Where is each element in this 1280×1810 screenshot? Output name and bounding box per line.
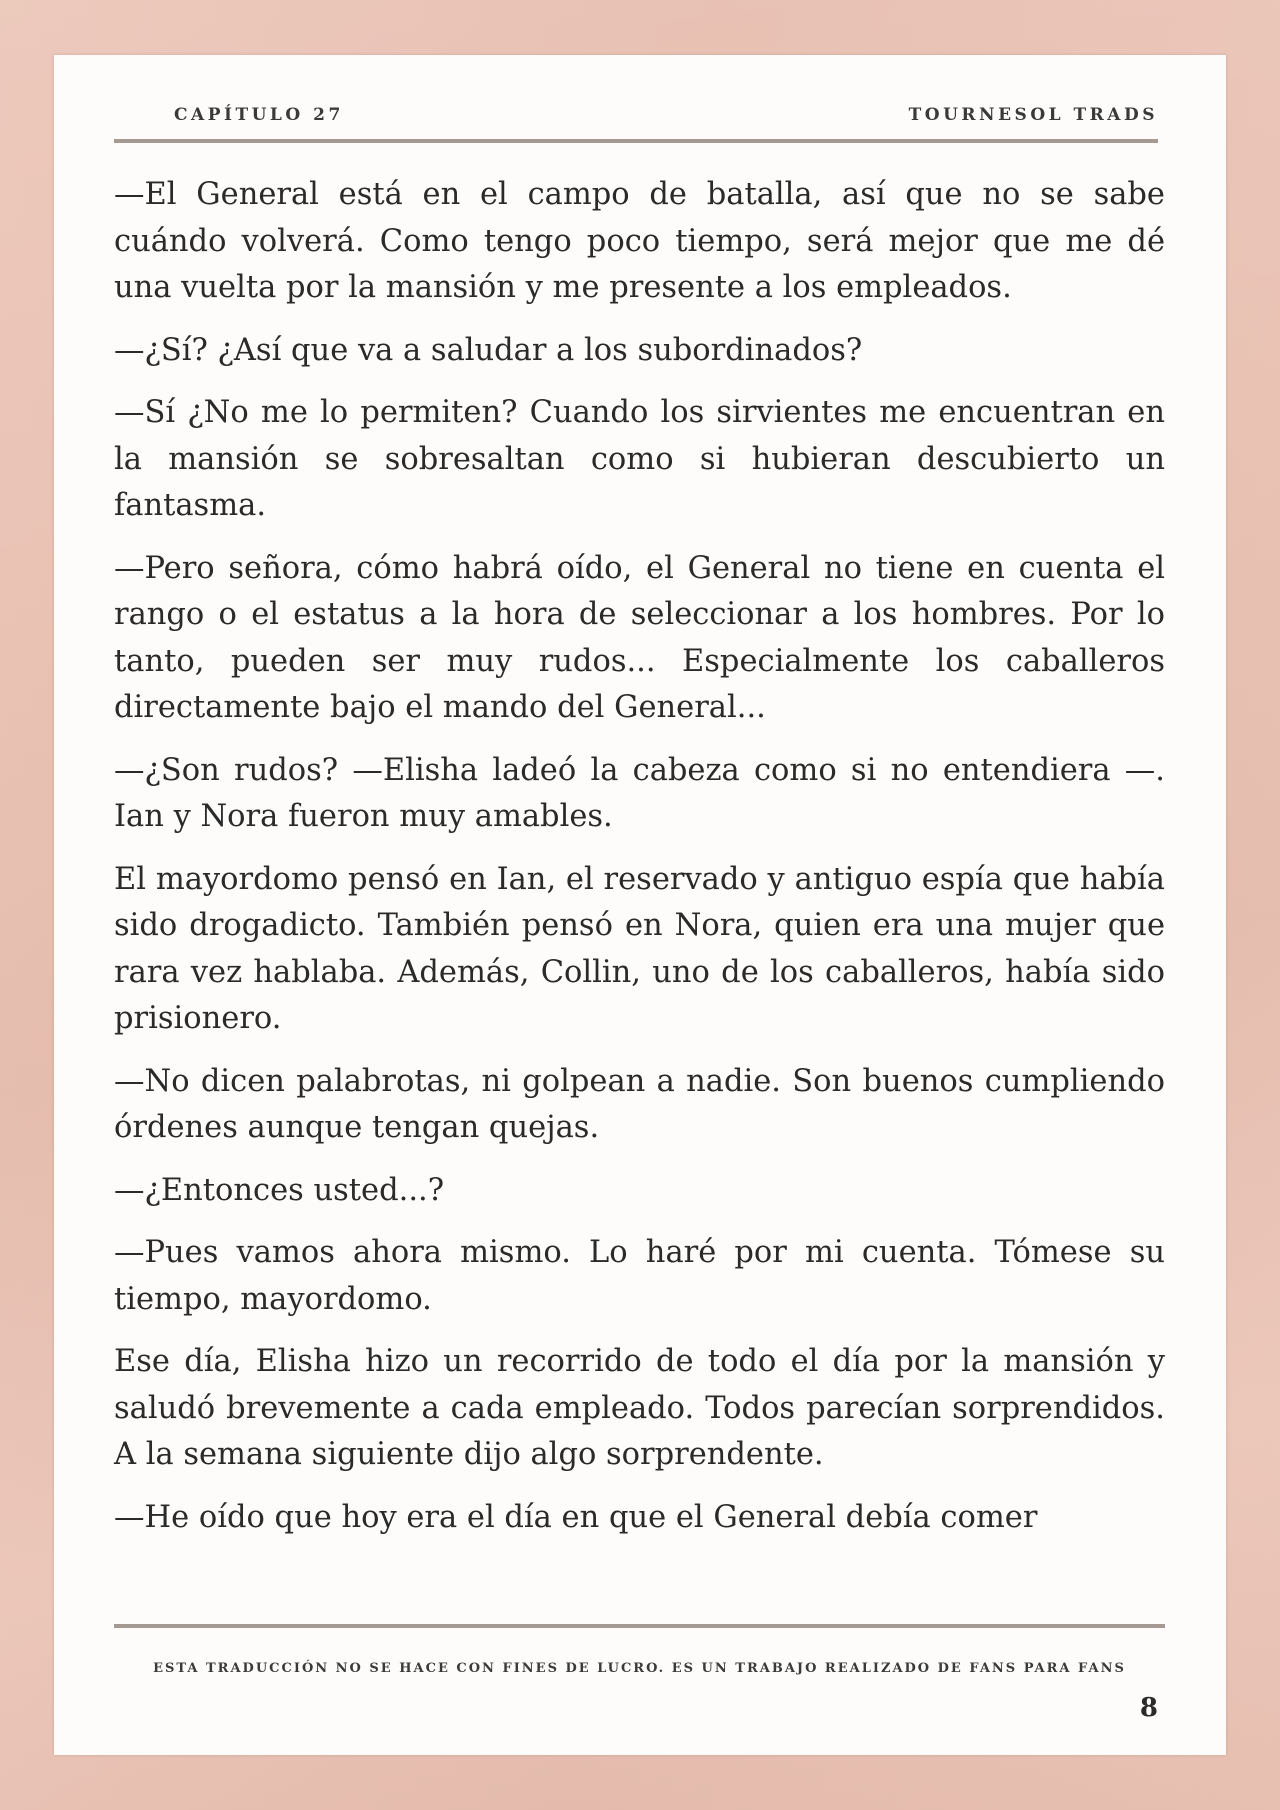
paragraph: —Sí ¿No me lo permiten? Cuando los sirvientes me encuentran en la mansión se sobresaltan como si hubieran descubierto un fantasma. — [114, 395, 1165, 523]
paragraph: —¿Sí? ¿Así que va a saludar a los subordinados? — [114, 332, 863, 368]
paragraph: Ese día, Elisha hizo un recorrido de todo el día por la mansión y saludó brevemente a cada empleado. Todos parecían sorprendidos. A la semana siguiente dijo algo sorprendente. — [114, 1344, 1165, 1472]
footer-divider — [114, 1624, 1165, 1628]
paragraph: —¿Son rudos? —Elisha ladeó la cabeza como si no entendiera —. Ian y Nora fueron muy amables. — [114, 752, 1165, 834]
paragraph: —Pues vamos ahora mismo. Lo haré por mi cuenta. Tómese su tiempo, mayordomo. — [114, 1235, 1165, 1317]
paragraph: —No dicen palabrotas, ni golpean a nadie. Son buenos cumpliendo órdenes aunque tengan quejas. — [114, 1063, 1165, 1145]
chapter-title: CAPÍTULO 27 — [174, 105, 344, 125]
translator-group: TOURNESOL TRADS — [908, 105, 1158, 125]
page-number: 8 — [1139, 1693, 1158, 1723]
paragraph: El mayordomo pensó en Ian, el reservado y antiguo espía que había sido drogadicto. También pensó en Nora, quien era una mujer que rara vez hablaba. Además, Collin, uno de los caballeros, había sido prisionero. — [114, 861, 1165, 1036]
paragraph: —He oído que hoy era el día en que el General debía comer — [114, 1499, 1038, 1535]
document-page — [54, 55, 1226, 1755]
header-divider — [114, 139, 1158, 143]
paragraph: —El General está en el campo de batalla, así que no se sabe cuándo volverá. Como tengo poco tiempo, será mejor que me dé una vuelta por la mansión y me presente a los empleados. — [114, 177, 1165, 305]
paragraph: —Pero señora, cómo habrá oído, el General no tiene en cuenta el rango o el estatus a la hora de seleccionar a los hombres. Por lo tanto, pueden ser muy rudos... Especialmente los caballeros directamente bajo el mando del General... — [114, 550, 1165, 725]
paragraph: —¿Entonces usted...? — [114, 1172, 445, 1208]
page-header — [118, 105, 1158, 131]
body-text — [114, 172, 1165, 1541]
footer-disclaimer: ESTA TRADUCCIÓN NO SE HACE CON FINES DE LUCRO. ES UN TRABAJO REALIZADO DE FANS PARA FANS — [153, 1661, 1126, 1676]
